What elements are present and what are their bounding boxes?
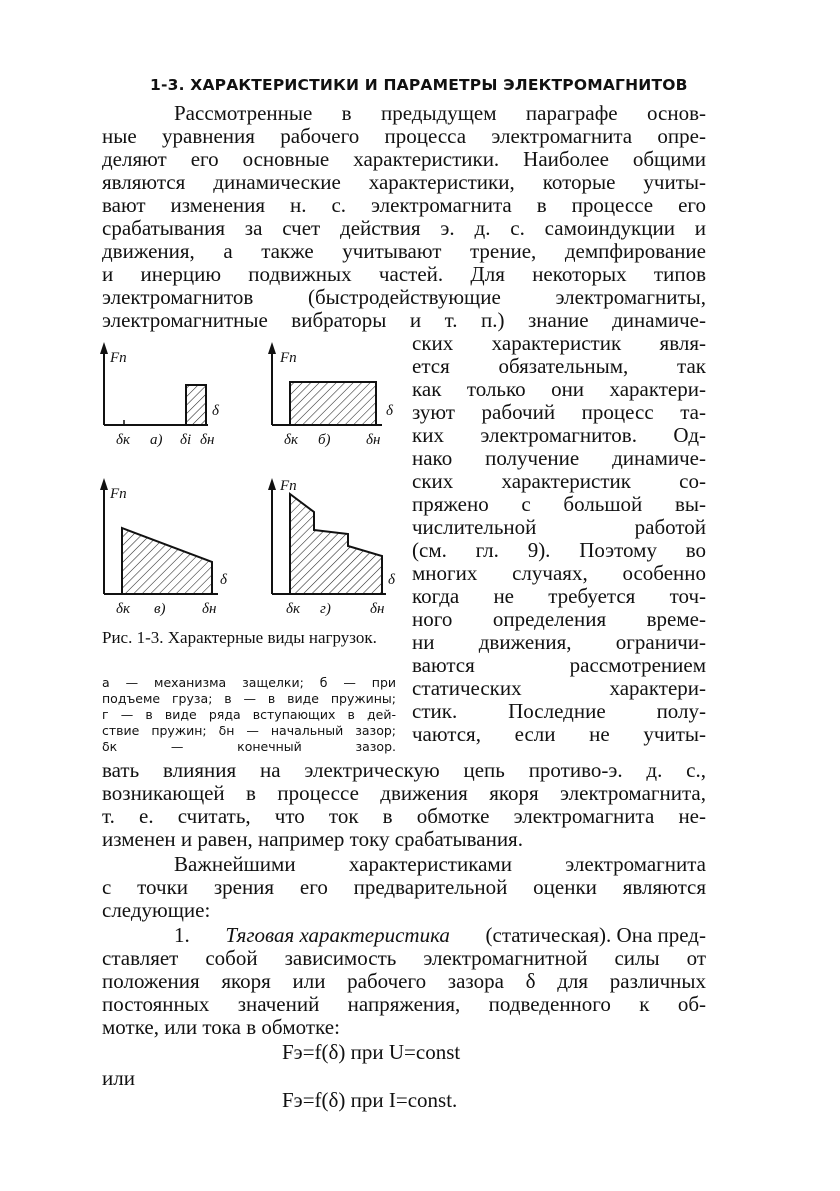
panel-b-x-label: δ xyxy=(386,403,393,419)
text-line: ставляет собой зависимость электромагнитной силы от xyxy=(102,946,706,970)
or-word: или xyxy=(102,1066,135,1090)
item-1-number: 1. xyxy=(174,923,190,947)
panel-b-right-tick: δн xyxy=(366,432,381,448)
column-line: ни движения, ограничи- xyxy=(412,630,706,654)
text-line: деляют его основные характеристики. Наиболее общими xyxy=(102,147,706,171)
column-line: числительной работой xyxy=(412,515,706,539)
panel-a-mid-tick: δi xyxy=(180,432,192,448)
column-line: зуют рабочий процесс та- xyxy=(412,400,706,424)
text-line: вать влияния на электрическую цепь противо-э. д. с., xyxy=(102,758,706,782)
column-line: как только они характери- xyxy=(412,377,706,401)
text-line: следующие: xyxy=(102,898,211,922)
column-line: чаются, если не учиты- xyxy=(412,722,706,746)
panel-a-y-label: Fп xyxy=(110,350,127,366)
panel-b-left-tick: δк xyxy=(284,432,298,448)
column-line: нако получение динамиче- xyxy=(412,446,706,470)
panel-d-y-label: Fп xyxy=(280,478,297,494)
text-line: движения, а также учитывают трение, демпфирование xyxy=(102,239,706,263)
column-line: ских характеристик явля- xyxy=(412,331,706,355)
section-heading: 1-3. ХАРАКТЕРИСТИКИ И ПАРАМЕТРЫ ЭЛЕКТРОМАГНИТОВ xyxy=(150,76,688,94)
panel-a-x-label: δ xyxy=(212,403,219,419)
column-line: (см. гл. 9). Поэтому во xyxy=(412,538,706,562)
figure-legend-line: подъеме груза; в — в виде пружины; xyxy=(102,691,396,706)
column-line: пряжено с большой вы- xyxy=(412,492,706,516)
item-1-rest: (статическая). Она пред- xyxy=(485,923,706,947)
text-line: ные уравнения рабочего процесса электромагнита опре- xyxy=(102,124,706,148)
panel-d-letter: г) xyxy=(320,601,331,617)
text-line: изменен и равен, например току срабатывания. xyxy=(102,827,523,851)
panel-d xyxy=(268,478,396,617)
panel-b xyxy=(268,342,394,448)
formula-1: Fэ=f(δ) при U=const xyxy=(282,1040,461,1064)
item-1-term: Тяговая характеристика xyxy=(225,923,450,947)
text-line: являются динамические характеристики, которые учиты- xyxy=(102,170,706,194)
text-line: Рассмотренные в предыдущем параграфе основ- xyxy=(174,101,706,125)
formula-2: Fэ=f(δ) при I=const. xyxy=(282,1088,458,1112)
panel-a xyxy=(100,342,220,448)
text-line: электромагнитов (быстродействующие электромагниты, xyxy=(102,285,706,309)
figure-legend-line: δк — конечный зазор. xyxy=(102,739,396,754)
panel-a-left-tick: δк xyxy=(116,432,130,448)
text-line: Важнейшими характеристиками электромагнита xyxy=(174,852,706,876)
panel-a-right-tick: δн xyxy=(200,432,215,448)
figure-legend-line: а — механизма защелки; б — при xyxy=(102,675,396,690)
panel-b-y-label: Fп xyxy=(280,350,297,366)
column-line: многих случаях, особенно xyxy=(412,561,706,585)
column-line: статических характери- xyxy=(412,676,706,700)
column-line: ного определения време- xyxy=(412,607,706,631)
item-1-first-line xyxy=(174,923,706,947)
panel-c xyxy=(100,478,228,617)
text-line: электромагнитные вибраторы и т. п.) знание динамиче- xyxy=(102,308,706,332)
panel-b-letter: б) xyxy=(318,432,331,448)
text-line: постоянных значений напряжения, подведенного к об- xyxy=(102,992,706,1016)
figure-panels xyxy=(90,340,410,620)
panel-c-left-tick: δк xyxy=(116,601,130,617)
text-line: с точки зрения его предварительной оценки являются xyxy=(102,875,706,899)
panel-d-right-tick: δн xyxy=(370,601,385,617)
column-line: когда не требуется точ- xyxy=(412,584,706,608)
text-line: срабатывания за счет действия э. д. с. самоиндукции и xyxy=(102,216,706,240)
text-line: вают изменения н. с. электромагнита в процессе его xyxy=(102,193,706,217)
panel-d-x-label: δ xyxy=(388,572,395,588)
panel-c-letter: в) xyxy=(154,601,166,617)
figure-legend-line: ствие пружин; δн — начальный зазор; xyxy=(102,723,396,738)
column-line: стик. Последние полу- xyxy=(412,699,706,723)
panel-c-x-label: δ xyxy=(220,572,227,588)
panel-c-right-tick: δн xyxy=(202,601,217,617)
text-line: т. е. считать, что ток в обмотке электромагнита не- xyxy=(102,804,706,828)
figure-caption: Рис. 1-3. Характерные виды нагрузок. xyxy=(102,628,377,647)
figure-legend-line: г — в виде ряда вступающих в дей- xyxy=(102,707,396,722)
column-line: ких электромагнитов. Од- xyxy=(412,423,706,447)
panel-c-y-label: Fп xyxy=(110,486,127,502)
column-line: ваются рассмотрением xyxy=(412,653,706,677)
panel-d-left-tick: δк xyxy=(286,601,300,617)
panel-a-letter: а) xyxy=(150,432,163,448)
column-line: ских характеристик со- xyxy=(412,469,706,493)
text-line: возникающей в процессе движения якоря электромагнита, xyxy=(102,781,706,805)
column-line: ется обязательным, так xyxy=(412,354,706,378)
text-line: мотке, или тока в обмотке: xyxy=(102,1015,340,1039)
text-line: положения якоря или рабочего зазора δ для различных xyxy=(102,969,706,993)
text-line: и инерцию подвижных частей. Для некоторых типов xyxy=(102,262,706,286)
